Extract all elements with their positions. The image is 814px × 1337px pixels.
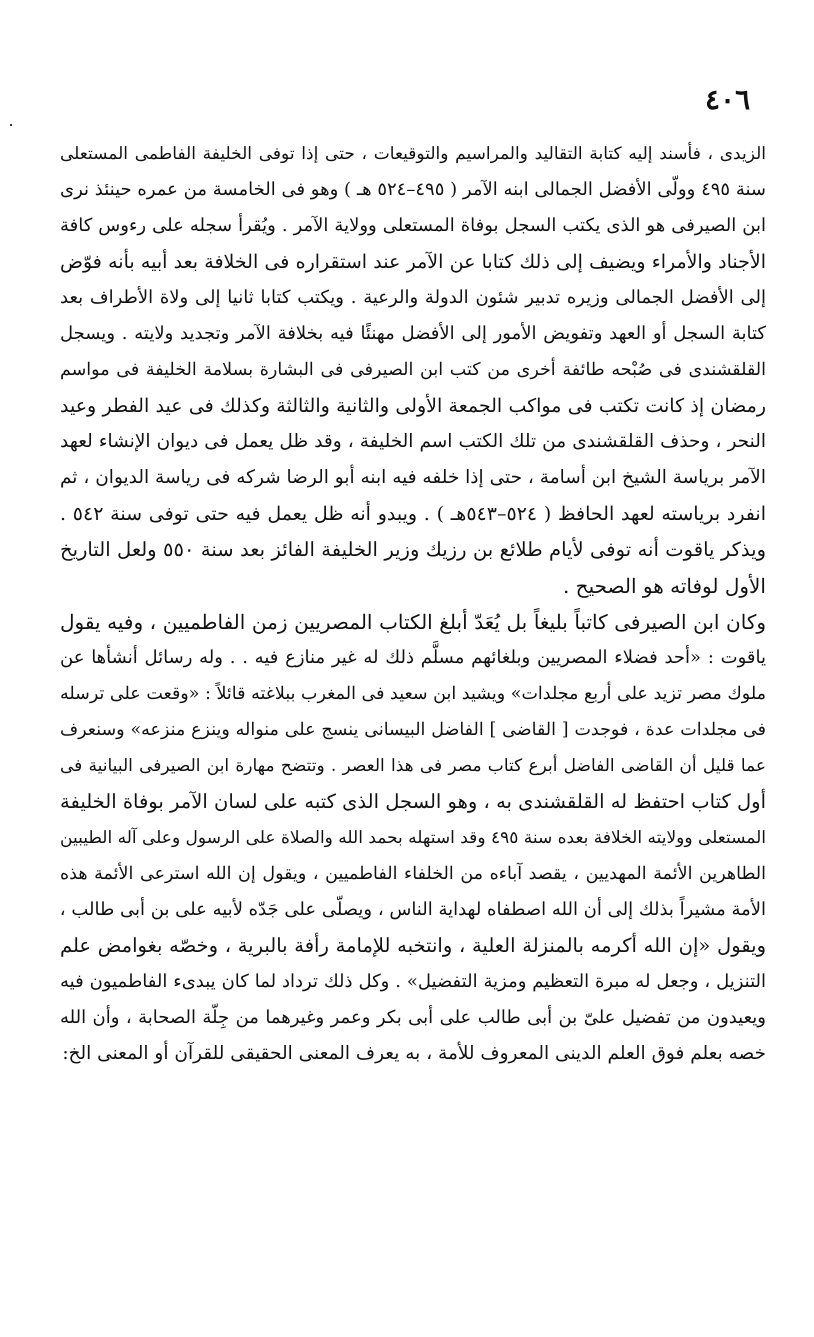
text-line: كتابة السجل أو العهد وتفويض الأمور إلى الأفضل مهنئًا فيه بخلافة الآمر وتجديد ولايته . ويسجل	[60, 323, 766, 344]
text-line: الآمر برياسة الشيخ ابن أسامة ، حتى إذا خلفه فيه ابنه أبو الرضا شركه فى رياسة الديوان ، ثم	[60, 467, 766, 488]
text-line: الطاهرين الأئمة المهديين ، يقصد آباءه من الخلفاء الفاطميين ، ويقول إن الله استرعى الأئمة هذه	[60, 864, 766, 884]
text-line: ياقوت : «أحد فضلاء المصريين وبلغائهم مسلَّم ذلك له غير منازع فيه . . وله رسائل أنشأها عن	[60, 647, 766, 668]
text-line: وكان ابن الصيرفى كاتباً بليغاً بل يُعَدّ أبلغ الكتاب المصريين زمن الفاطميين ، وفيه يقول	[60, 610, 766, 634]
paragraph-1	[60, 136, 766, 604]
text-line: رمضان إذ كانت تكتب فى مواكب الجمعة الأولى والثانية والثالثة وكذلك فى عيد الفطر وعيد	[60, 395, 766, 417]
margin-speck	[10, 124, 12, 126]
text-line: خصه بعلم فوق العلم الدينى المعروف للأمة ، به يعرف المعنى الحقيقى للقرآن أو المعنى الخ:	[62, 1043, 766, 1064]
text-line: الأول لوفاته هو الصحيح .	[562, 574, 766, 598]
body-text	[60, 136, 766, 1072]
text-line: فى مجلدات عدة ، فوجدت [ القاضى ] الفاضل البيسانى ينسج على منواله وينزع منزعه» وسنعرف	[60, 720, 766, 740]
text-line: ملوك مصر تزيد على أربع مجلدات» ويشيد ابن سعيد فى المغرب ببلاغته قائلاً : «وقعت على ترسله	[60, 684, 766, 704]
text-line: عما قليل أن القاضى الفاضل أبرع كتاب مصر فى هذا العصر . وتتضح مهارة ابن الصيرفى البيانية فى	[60, 756, 766, 776]
text-line: القلقشندى فى صُبْحه طائفة أخرى من كتب ابن الصيرفى فى البشارة بسلامة الخليفة فى مواسم	[60, 360, 766, 380]
text-line: ابن الصيرفى هو الذى يكتب السجل بوفاة المستعلى وولاية الآمر . ويُقرأ سجله على رءوس كافة	[60, 215, 766, 236]
text-line: الأجناد والأمراء ويضيف إلى ذلك كتابا عن الآمر عند استقراره فى الخلافة بعد أبيه بأنه فوّض	[60, 251, 766, 273]
text-line: المستعلى وولايته الخلافة بعده سنة ٤٩٥ وقد استهله بحمد الله والصلاة على الرسول وعلى آله الطيبين	[60, 828, 766, 848]
text-line: الأمة مشيراً بذلك إلى أن الله اصطفاه لهداية الناس ، ويصلّى على جَدّه لأبيه على بن أبى طالب ،	[60, 899, 766, 920]
text-line: انفرد برياسته لعهد الحافظ ( ٥٢٤–٥٤٣هـ ) . ويبدو أنه ظل يعمل فيه حتى توفى سنة ٥٤٢ .	[60, 503, 766, 525]
text-line: إلى الأفضل الجمالى وزيره تدبير شئون الدولة والرعية . ويكتب كتابا ثانيا إلى ولاة الأطراف بعد	[60, 287, 766, 308]
text-line: ويذكر ياقوت أنه توفى لأيام طلائع بن رزيك وزير الخليفة الفائز بعد سنة ٥٥٠ ولعل التاريخ	[60, 538, 766, 561]
page-number: ٤٠٦	[705, 83, 751, 116]
paragraph-2	[60, 604, 766, 1072]
text-line: سنة ٤٩٥ وولّى الأفضل الجمالى ابنه الآمر ( ٤٩٥–٥٢٤ هـ ) وهو فى الخامسة من عمره حينئذ نرى	[60, 179, 766, 200]
text-line: التنزيل ، وجعل له مبرة التعظيم ومزية التفضيل» . وكل ذلك ترداد لما كان يبدىء الفاطميون فيه	[60, 971, 766, 992]
text-line: الزيدى ، فأسند إليه كتابة التقاليد والمراسيم والتوقيعات ، حتى إذا توفى الخليفة الفاطمى المستعلى	[60, 144, 766, 164]
text-line: ويقول «إن الله أكرمه بالمنزلة العلية ، وانتخبه للإمامة رأفة بالبرية ، وخصّه بغوامض علم	[60, 934, 766, 957]
text-line: ويعيدون من تفضيل علىّ بن أبى طالب على أبى بكر وعمر وغيرهما من جِلّة الصحابة ، وأن الله	[60, 1007, 766, 1028]
text-line: النحر ، وحذف القلقشندى من تلك الكتب اسم الخليفة ، وقد ظل يعمل فى ديوان الإنشاء لعهد	[60, 431, 766, 452]
text-line: أول كتاب احتفظ له القلقشندى به ، وهو السجل الذى كتبه على لسان الآمر بوفاة الخليفة	[60, 790, 766, 813]
